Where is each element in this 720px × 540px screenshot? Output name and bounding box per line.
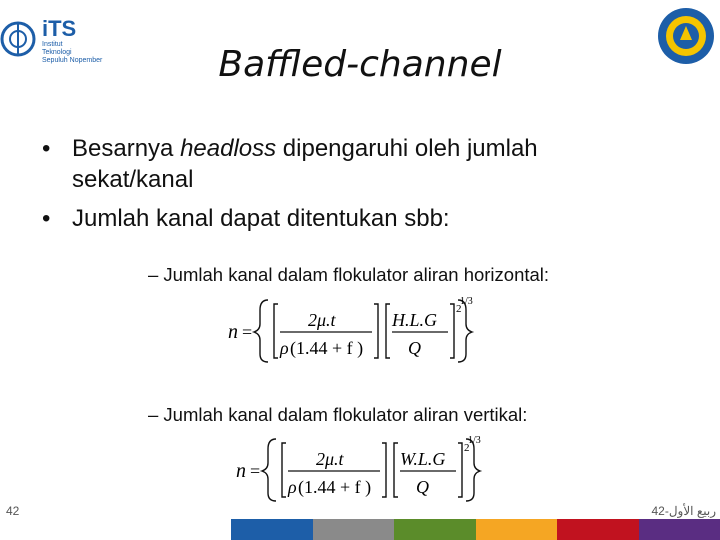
its-line3: Sepuluh Nopember (42, 57, 103, 64)
outer-exp: 1/3 (460, 296, 473, 307)
footer-color-bar (150, 519, 720, 540)
bullet-item (42, 133, 662, 195)
frac1-den: (1.44 + f ) (298, 477, 372, 497)
frac2-num: H.L.G (392, 310, 438, 330)
sub-bullet-vertical: – Jumlah kanal dalam flokulator aliran vertikal: (148, 404, 528, 425)
bracket-1-open (282, 443, 286, 497)
left-brace (254, 300, 268, 362)
bullet-dot: • (42, 135, 51, 162)
formula-vertical (230, 433, 492, 503)
its-line2: Teknologi (42, 49, 72, 56)
its-brand: iTS (42, 16, 77, 41)
footer-color-segment (476, 519, 557, 540)
frac1-rho: ρ (288, 477, 297, 497)
frac1-rho: ρ (280, 338, 289, 358)
page-number: 42 (6, 504, 20, 518)
page-title: Baffled-channel (218, 44, 502, 85)
bracket-1-open (274, 304, 278, 358)
footer-color-segment (313, 519, 394, 540)
footer-color-segment (150, 519, 231, 540)
formula-lhs: n (228, 321, 238, 343)
footer-color-segment (231, 519, 312, 540)
outer-exp: 1/3 (468, 435, 481, 446)
bullet-item (42, 203, 662, 234)
bracket-1-close (374, 304, 378, 358)
footer-color-segment (394, 519, 475, 540)
bracket-2-open (394, 443, 398, 497)
footer-color-segment (557, 519, 638, 540)
bracket-1-close (382, 443, 386, 497)
bullet-text-pre: Jumlah kanal dapat ditentukan sbb: (72, 205, 450, 232)
frac2-den: Q (416, 477, 429, 497)
bullet-text-pre: Besarnya (72, 135, 181, 162)
bracket-2-close (450, 304, 454, 358)
bullet-dot: • (42, 205, 51, 232)
frac1-num: 2μ.t (316, 449, 344, 469)
formula-lhs: n (236, 460, 246, 482)
sub-bullet-horizontal: – Jumlah kanal dalam flokulator aliran horizontal: (148, 264, 550, 285)
footer-color-segment (639, 519, 720, 540)
left-brace (262, 439, 276, 501)
bracket-2-open (386, 304, 390, 358)
bullet-text-em: headloss (180, 135, 277, 162)
formula-horizontal (222, 294, 484, 364)
bullet-list (42, 133, 662, 242)
frac1-den: (1.44 + f ) (290, 338, 364, 358)
footer-arabic-text: ربيع الأول-42 (651, 504, 716, 518)
formula-eq: = (242, 322, 253, 342)
formula-eq: = (250, 461, 261, 481)
its-line1: Institut (42, 41, 63, 48)
square-exp: 2 (464, 442, 470, 454)
frac2-num: W.L.G (400, 449, 446, 469)
bullet-text-post: dipengaruhi oleh jumlah sekat/kanal (72, 135, 538, 193)
square-exp: 2 (456, 303, 462, 315)
bracket-2-close (458, 443, 462, 497)
frac1-num: 2μ.t (308, 310, 336, 330)
frac2-den: Q (408, 338, 421, 358)
